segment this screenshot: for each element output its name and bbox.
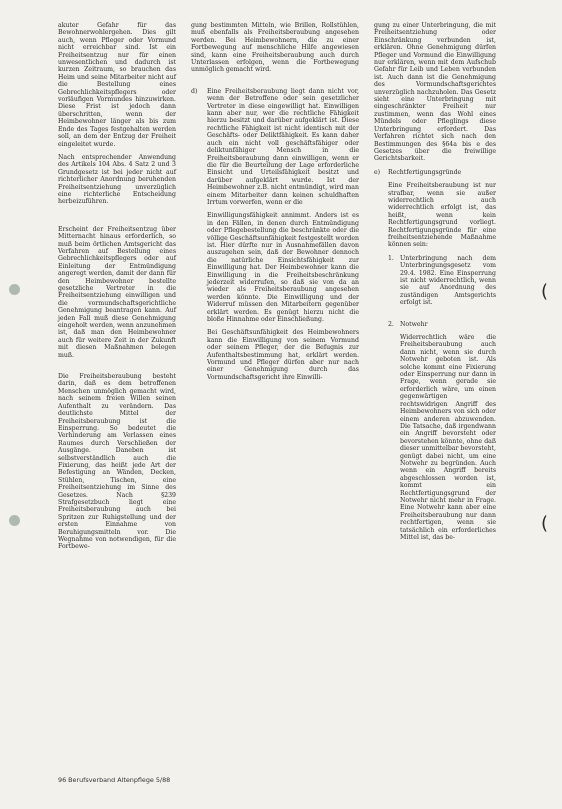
hole-punch-top [9,284,20,295]
paragraph: Bei Geschäftsunfähigkeit des Heimbewohners kann die Einwilligung von seinem Vormund oder seinem Pfleger, der die Befugnis zur Aufenthaltsbestimmung hat, erklärt werden. Vormund und Pfleger dürfen aber nur nach einer Genehmigung durch das Vormundschaftsgericht ihre Einwilli- [207,329,359,381]
item-marker: e) [374,168,381,176]
paragraph: Eine Freiheitsberaubung liegt dann nicht vor, wenn der Betroffene oder sein gesetzlicher Vertreter in diese eingewilligt hat. Einwilligen kann aber nur, wer die rechtliche Fähigkeit hierzu besitzt und darüber aufgeklärt ist. Diese rechtliche Fähigkeit ist nicht identisch mit der Geschäfts- oder Deliktfähigkeit. Es kann daher auch ein nicht voll geschäftsfähiger oder deliktunfähiger Mensch in die Freiheitsberaubung dann einwilligen, wenn er die für die Beurteilung der Lage erforderliche Einsicht und Urteilsfähigkeit besitzt und darüber aufgeklärt wurde. Ist der Heimbewohner z.B. nicht entmündigt, wird man einem Mitarbeiter dann keinen schuldhaften Irrtum vorwerfen, wenn er die [207,87,359,206]
text-column-1 [58,22,176,557]
section-heading-e [374,169,496,176]
text-column-2 [191,22,359,387]
list-item-2 [374,321,496,542]
text-column-3 [374,22,496,547]
paragraph: Erscheint der Freiheitsentzug über Mitternacht hinaus erforderlich, so muß beim örtlichen Amtsgericht das Verfahren auf Bestellung eines Gebrechlichkeitspflegers oder auf Einleitung der Entmündigung angeregt werden, damit der dann für den Heimbewohner bestellte gesetzliche Vertreter in die Freiheitsentziehung einwilligen und die vormundschaftsgerichtliche Genehmigung beantragen kann. Auf jeden Fall muß diese Genehmigung eingeholt werden, wenn anzunehmen ist, daß man den Heimbewohner auch für weitere Zeit in der Zukunft mit diesen Maßnahmen belegen muß. [58,225,176,359]
subheading: Notwehr [400,320,428,328]
binding-mark-bottom: ( [541,513,549,534]
binding-mark-top: ( [541,281,549,302]
paragraph: gung zu einer Unterbringung, die mit Freiheitsentziehung oder Einschränkung verbunden ist, erklären. Ohne Genehmigung dürfen Pfleger und Vormund die Einwilligung nur erklären, wenn mit dem Aufschub Gefahr für Leib und Leben verbunden ist. Auch dann ist die Genehmigung des Vormundschaftsgerichtes unverzüglich nachzuholen. Das Gesetz sieht eine Unterbringung mit eingeschränkter Freiheit nur zustimmen, wenn das Wohl eines Mündels oder Pfleglings diese Unterbringung erfordert. Das Verfahren richtet sich nach den Bestimmungen des §64a bis e des Gesetzes über die freiwillige Gerichtsbarkeit. [374,22,496,163]
paragraph: Unterbringung nach dem Unterbringungsgesetz vom 29.4. 1982. Eine Einsperrung ist nicht widerrechtlich, wenn sie auf Anordnung des zuständigen Amtsgerichts erfolgt ist. [400,254,496,307]
item-marker: 2. [388,320,394,328]
paragraph: Widerrechtlich wäre die Freiheitsberaubung auch dann nicht, wenn sie durch Notwehr geboten ist. Als solche kommt eine Fixierung oder Einsperrung nur dann in Frage, wenn gerade sie erforderlich wäre, um einen gegenwärtigen rechtswidrigen Angriff des Heimbewohners von sich oder einem anderen abzuwenden. Die Tatsache, daß irgendwann ein Angriff bevorsteht oder bevorstehen könnte, ohne daß dieser unmittelbar bevorsteht, genügt dabei nicht, um eine Notwehr zu begründen. Auch wenn ein Angriff bereits abgeschlossen worden ist, kommt ein Rechtfertigungsgrund der Notwehr nicht mehr in Frage. Eine Notwehr kann aber eine Freiheitsberaubung nur dann rechtfertigen, wenn sie tatsächlich ein erforderliches Mittel ist, das be- [400,334,496,541]
page-footer: 96 Berufsverband Altenpflege 5/88 [58,776,171,784]
list-item-1 [374,255,496,307]
item-marker: 1. [388,254,394,262]
list-item-d [191,88,359,381]
section-body [374,182,496,249]
paragraph: akuter Gefahr für das Bewohnerwohlergehen. Dies gilt auch, wenn Pfleger oder Vormund nicht erreichbar sind. Ist ein Freiheitsentzug nur für einen unwesentlichen und dadurch ist kurzen Zeitraum, so brauchen das Heim und seine Mitarbeiter nicht auf die Bestellung eines Gebrechlichkeitspflegers oder vorläufigen Vormundes hinzuwirken. Diese Frist ist jedoch dann überschritten, wenn der Heimbewohner länger als bis zum Ende des Tages festgehalten werden soll, an dem der Entzug der Freiheit eingeleitet wurde. [58,22,176,148]
paragraph: Die Freiheitsberaubung besteht darin, daß es dem betroffenen Menschen unmöglich gemacht wird, nach seinem freien Willen seinen Aufenthalt zu verändern. Das deutlichste Mittel der Freiheitsberaubung ist die Einsperrung. So bedeutet die Verhinderung am Verlassen eines Raumes durch Verschließen der Ausgänge. Daneben ist selbstverständlich auch die Fixierung, das heißt jede Art der Befestigung an Wänden, Decken, Stühlen, Tischen, eine Freiheitsentziehung im Sinne des Gesetzes. Nach §239 Strafgesetzbuch liegt eine Freiheitsberaubung auch bei Spritzen zur Ruhigstellung und der ersten Einnahme von Beruhigungsmitteln vor. Die Wegnahme von notwendigen, für die Fortbewe- [58,373,176,551]
paragraph: Nach entsprechender Anwendung des Artikels 104 Abs. 4 Satz 2 und 3 Grundgesetz ist bei jeder nicht auf richterlicher Anordnung beruhenden Freiheitsentziehung unverzüglich eine richterliche Entscheidung herbeizuführen. [58,153,176,206]
heading-text: Rechtfertigungsgründe [388,168,462,176]
hole-punch-bottom [9,515,20,526]
paragraph: Eine Freiheitsberaubung ist nur strafbar, wenn sie außer widerrechtlich auch widerrechtlich erfolgt ist, das heißt, wenn kein Rechtfertigungsgrund vorliegt. Rechtfertigungsgründe für eine freiheitsentziehende Maßnahme können sein: [388,182,496,249]
paragraph: gung bestimmten Mitteln, wie Brillen, Rollstühlen, muß ebenfalls als Freiheitsberaubung angesehen werden. Bei Heimbewohnern, die zu einer Fortbewegung auf menschliche Hilfe angewiesen sind, kann eine Freiheitsberaubung auch durch Unterlassen erfolgen, wenn die Fortbewegung unmöglich gemacht wird. [191,22,359,74]
paragraph: Einwilligungsfähigkeit annimmt. Anders ist es in den Fällen, in denen durch Entmündigung oder Pflegebestellung die beschränkte oder die völlige Geschäftsunfähigkeit festgestellt worden ist. Hier dürfte nur in Ausnahmefällen davon auszugehen sein, daß der Bewohner dennoch die natürliche Einsichtsfähigkeit zur Einwilligung hat. Der Heimbewohner kann die Einwilligung in die Freiheitsbeschränkung jederzeit widerrufen, so daß sie von da an wieder als Freiheitsberaubung angesehen werden könnte. Die Einwilligung und der Widerruf müssen den Mitarbeitern gegenüber erklärt werden. Es genügt hierzu nicht die bloße Hinnahme oder Einschließung. [207,212,359,324]
item-marker: d) [191,87,198,95]
